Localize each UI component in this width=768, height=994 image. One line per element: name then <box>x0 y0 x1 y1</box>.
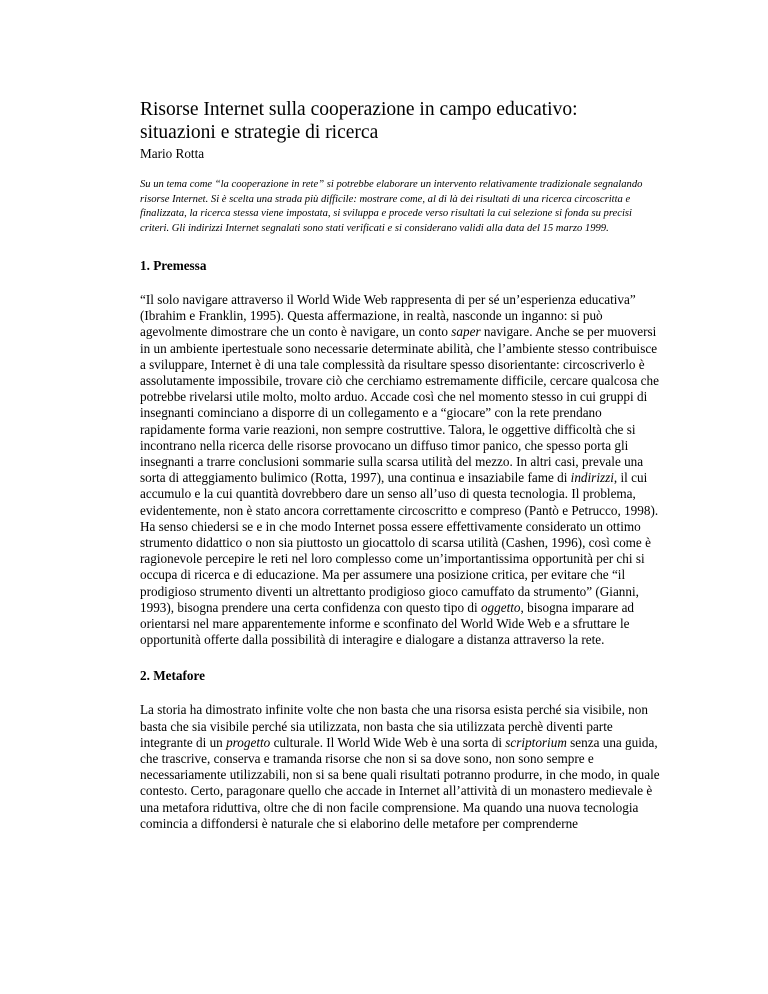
title-line-1: Risorse Internet sulla cooperazione in campo educativo: <box>140 99 578 120</box>
section-heading-metafore: 2. Metafore <box>140 668 205 684</box>
author-name: Mario Rotta <box>140 146 205 161</box>
section-paragraph-premessa <box>140 292 663 648</box>
text-run: “Il solo navigare attraverso il World Wide Web rappresenta di per sé un’esperienza educativa” (Ibrahim e Franklin, 1995). Questa affermazione, in realtà, nasconde un inganno: si può agevolmente dimostrare che un conto è navigare, un conto <box>140 292 639 340</box>
emphasis-run: progetto <box>226 734 271 750</box>
text-run: culturale. Il World Wide Web è una sorta di <box>270 734 506 750</box>
emphasis-run: scriptorium <box>505 734 567 750</box>
text-run: navigare. Anche se per muoversi in un ambiente ipertestuale sono necessarie determinate abilità, che l’ambiente stesso contribuisce a sviluppare, Internet è di una tale complessità da risultare spesso disorientante: circoscriverlo è assolutamente impossibile, trovare ciò che cerchiamo estremamente difficile, cercare qualcosa che potrebbe rivelarsi utile molto, molto arduo. Accade così che nel momento stesso in cui gruppi di insegnanti cominciano a disporre di un collegamento e a “giocare” con la rete prendano rapidamente forma varie reazioni, non sempre costruttive. Talora, le oggettive difficoltà che si incontrano nella ricerca delle risorse provocano un diffuso timor panico, che spesso porta gli insegnanti a trarre conclusioni sommarie sulla scarsa utilità del mezzo. In altri casi, prevale una sorta di atteggiamento bulimico (Rotta, 1997), una continua e insaziabile fame di <box>140 324 663 486</box>
emphasis-run: oggetto <box>480 599 521 615</box>
section-paragraph-metafore <box>140 702 663 832</box>
document-page <box>140 98 663 832</box>
abstract: Su un tema come “la cooperazione in rete” si potrebbe elaborare un intervento relativamente tradizionale segnalando risorse Internet. Si è scelta una strada più difficile: mostrare come, al di là dei risultati di una ricerca circoscritta e finalizzata, la ricerca stessa viene impostata, si sviluppa e procede verso risultati la cui selezione si fonda su precisi criteri. Gli indirizzi Internet segnalati sono stati verificati e si considerano validi alla data del 15 marzo 1999. <box>140 179 643 234</box>
emphasis-run: indirizzi <box>570 470 614 486</box>
text-run: senza una guida, che trascrive, conserva e tramanda risorse che non si sa dove sono, non sono sempre e necessariamente utilizzabili, non si sa bene quali risultati potranno produrre, in che modo, in quale contesto. Certo, paragonare quello che accade in Internet all’attività di un monastero medievale è una metafora riduttiva, oltre che di non facile comprensione. Ma quando una nuova tecnologia comincia a diffondersi è naturale che si elaborino delle metafore per comprenderne <box>140 734 663 831</box>
title-line-2: situazioni e strategie di ricerca <box>140 122 379 143</box>
document-title <box>140 98 660 144</box>
section-heading-premessa: 1. Premessa <box>140 258 207 273</box>
text-run: , bisogna imparare ad orientarsi nel mare apparentemente informe e sconfinato del World Wide Web e a sfruttare le opportunità offerte dalla possibilità di interagire e dialogare a distanza attraverso la rete. <box>140 599 638 648</box>
emphasis-run: saper <box>451 324 481 340</box>
text-run: La storia ha dimostrato infinite volte che non basta che una risorsa esista perché sia visibile, non basta che sia visibile perché sia utilizzata, non basta che sia utilizzata perchè diventi parte integrante di un <box>140 702 652 750</box>
text-run: , il cui accumulo e la cui quantità dovrebbero dare un senso all’uso di questa tecnologia. Il problema, evidentemente, non è stato ancora correttamente circoscritto e compreso (Pantò e Petrucco, 1998). Ha senso chiedersi se e in che modo Internet possa essere effettivamente considerato un ottimo strumento didattico o non sia piuttosto un giocattolo di scarsa utilità (Cashen, 1996), così come è ragionevole percepire le reti nel loro complesso come un’importantissima opportunità per chi si occupa di ricerca e di educazione. Ma per assumere una posizione critica, per evitare che “il prodigioso strumento diventi un altrettanto prodigioso gioco camuffato da strumento” (Gianni, 1993), bisogna prendere una certa confidenza con questo tipo di <box>140 470 662 615</box>
